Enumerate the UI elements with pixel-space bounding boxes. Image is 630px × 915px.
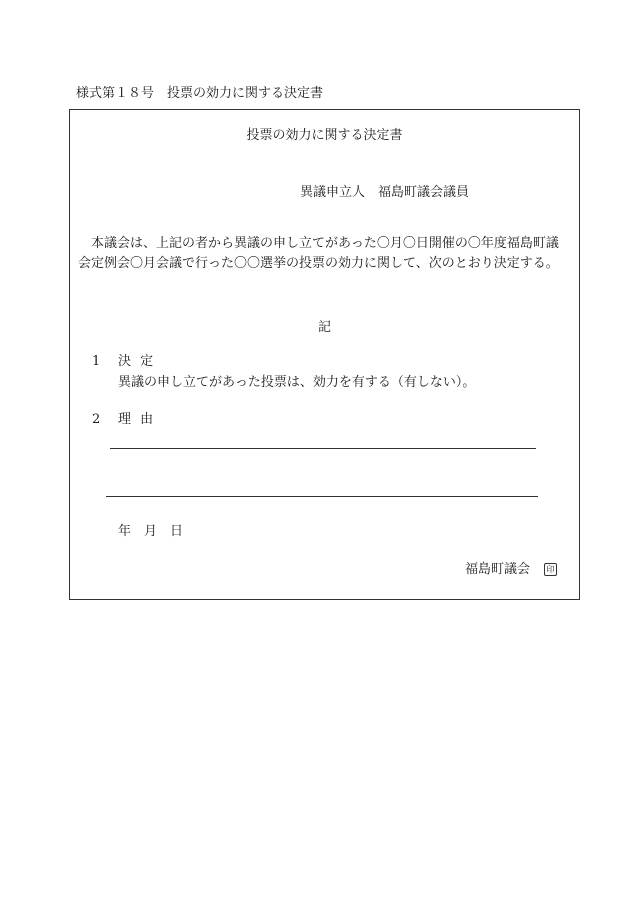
document-title: 投票の効力に関する決定書	[246, 128, 403, 143]
objector-label: 異議申立人	[300, 185, 366, 200]
section-decision-heading	[92, 350, 162, 369]
form-number-label: 様式第１８号 投票の効力に関する決定書	[76, 86, 324, 101]
section-decision-text: 異議の申し立てがあった投票は、効力を有する（有しない）。	[118, 375, 476, 390]
reason-blank-line-2	[106, 496, 538, 497]
seal-mark: 印	[544, 563, 557, 576]
date-month-unit: 月	[144, 524, 158, 539]
section-2-number: 2	[92, 412, 101, 427]
objector-line	[300, 181, 469, 200]
signature-line	[465, 558, 557, 577]
issuer-name: 福島町議会	[464, 562, 530, 577]
date-line	[118, 520, 183, 539]
section-1-number: 1	[92, 354, 101, 369]
decision-document-frame	[69, 109, 580, 600]
reason-blank-line-1	[110, 448, 536, 449]
section-2-title: 理由	[118, 412, 163, 427]
section-1-title: 決定	[118, 354, 163, 369]
date-year-unit: 年	[118, 524, 132, 539]
objector-name: 福島町議会議員	[378, 185, 470, 200]
ki-heading: 記	[317, 320, 331, 335]
section-reason-heading	[92, 408, 162, 427]
decision-body-text: 本議会は、上記の者から異議の申し立てがあった〇月〇日開催の〇年度福島町議会定例会〇月会議で行った〇〇選挙の投票の効力に関して、次のとおり決定する。	[78, 236, 559, 271]
date-day-unit: 日	[170, 524, 184, 539]
